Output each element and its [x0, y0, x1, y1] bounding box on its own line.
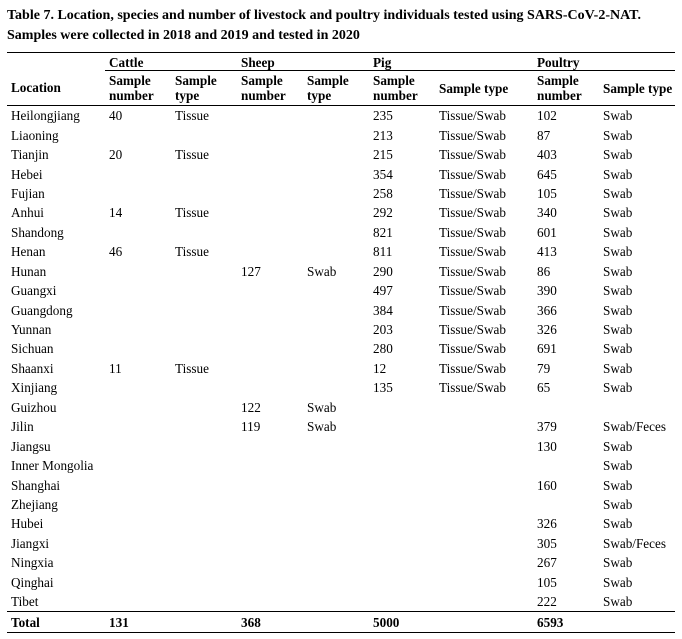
table-row: [7, 300, 675, 319]
cell-poultry-n: 305: [537, 535, 557, 551]
cell-poultry-t: Swab/Feces: [603, 419, 666, 435]
cell-sheep-t: Swab: [307, 419, 337, 435]
cell-poultry-t: Swab: [603, 555, 633, 571]
cell-cattle-t: [171, 339, 237, 358]
cell-pig-n: 292: [373, 205, 393, 221]
cell-sheep-t: [303, 573, 369, 592]
cell-poultry-n: 87: [537, 127, 551, 143]
cell-poultry-t: Swab: [603, 458, 633, 474]
table-row: [7, 514, 675, 533]
cell-sheep-t: [303, 592, 369, 612]
cell-location: Jilin: [11, 419, 34, 435]
cell-location: Anhui: [11, 205, 44, 221]
cell-sheep-t: [303, 436, 369, 455]
cell-poultry-t: Swab: [603, 516, 633, 532]
cell-pig-t: Tissue/Swab: [439, 360, 506, 376]
cell-poultry-n: 326: [537, 322, 557, 338]
cell-sheep-n: [237, 106, 303, 126]
cell-sheep-n: [237, 320, 303, 339]
cell-sheep-n: [237, 125, 303, 144]
header-pig-number: [369, 71, 435, 106]
table-row: [7, 592, 675, 612]
table-row: [7, 417, 675, 436]
cell-pig-n: 811: [373, 244, 393, 260]
total-label: Total: [7, 612, 105, 632]
cell-pig-n: [369, 436, 435, 455]
cell-location: Hubei: [11, 516, 44, 532]
group-pig: Pig: [369, 53, 533, 71]
cell-cattle-t: [171, 573, 237, 592]
cell-poultry-t: [599, 398, 675, 417]
group-cattle: Cattle: [105, 53, 237, 71]
table-row: [7, 125, 675, 144]
cell-pig-t: Tissue/Swab: [439, 302, 506, 318]
cell-sheep-n: [237, 514, 303, 533]
cell-sheep-n: 122: [241, 399, 261, 415]
header-text: Sample number: [109, 73, 154, 103]
cell-pig-t: Tissue/Swab: [439, 185, 506, 201]
cell-poultry-t: Swab: [603, 205, 633, 221]
cell-cattle-n: [105, 262, 171, 281]
header-sheep-type: [303, 71, 369, 106]
cell-pig-n: 354: [373, 166, 393, 182]
cell-pig-t: Tissue/Swab: [439, 147, 506, 163]
cell-cattle-t: [171, 281, 237, 300]
cell-poultry-t: Swab: [603, 127, 633, 143]
cell-cattle-n: [105, 164, 171, 183]
cell-pig-n: [369, 475, 435, 494]
cell-location: Shanghai: [11, 477, 61, 493]
cell-cattle-t: [171, 475, 237, 494]
header-location: Location: [11, 80, 61, 96]
table-row: [7, 145, 675, 164]
cell-pig-t: [435, 534, 533, 553]
cell-poultry-t: Swab: [603, 574, 633, 590]
livestock-table: [7, 52, 675, 633]
cell-location: Guizhou: [11, 399, 57, 415]
cell-sheep-n: [237, 475, 303, 494]
header-text: Sample number: [241, 73, 286, 103]
cell-cattle-t: [171, 223, 237, 242]
cell-pig-n: 215: [373, 147, 393, 163]
cell-poultry-n: 390: [537, 283, 557, 299]
cell-location: Fujian: [11, 185, 45, 201]
cell-sheep-n: 127: [241, 263, 261, 279]
cell-cattle-t: [171, 300, 237, 319]
cell-cattle-n: 11: [109, 360, 122, 376]
table-row: [7, 223, 675, 242]
cell-poultry-t: Swab: [603, 496, 633, 512]
header-sheep-number: [237, 71, 303, 106]
header-text: Sample number: [373, 73, 418, 103]
cell-pig-t: Tissue/Swab: [439, 322, 506, 338]
cell-pig-t: [435, 436, 533, 455]
cell-sheep-n: [237, 573, 303, 592]
cell-location: Guangdong: [11, 302, 73, 318]
cell-cattle-t: [171, 398, 237, 417]
table-row: [7, 184, 675, 203]
cell-sheep-n: [237, 281, 303, 300]
cell-poultry-t: Swab: [603, 380, 633, 396]
cell-sheep-t: [303, 553, 369, 572]
cell-poultry-t: Swab: [603, 283, 633, 299]
cell-cattle-n: [105, 592, 171, 612]
cell-pig-n: [369, 514, 435, 533]
total-cattle: 131: [105, 612, 237, 632]
cell-sheep-t: [303, 281, 369, 300]
cell-pig-t: Tissue/Swab: [439, 205, 506, 221]
cell-cattle-n: [105, 300, 171, 319]
table-row: [7, 203, 675, 222]
cell-location: Heilongjiang: [11, 108, 80, 124]
cell-sheep-n: [237, 436, 303, 455]
cell-location: Shaanxi: [11, 360, 54, 376]
table-row: [7, 262, 675, 281]
cell-poultry-n: 65: [537, 380, 551, 396]
cell-poultry-n: 130: [537, 438, 557, 454]
column-header-row: [7, 71, 675, 106]
table-row: [7, 359, 675, 378]
cell-cattle-n: [105, 125, 171, 144]
cell-sheep-t: [303, 514, 369, 533]
cell-cattle-n: [105, 495, 171, 514]
cell-cattle-n: [105, 398, 171, 417]
cell-pig-t: Tissue/Swab: [439, 341, 506, 357]
cell-pig-n: [369, 456, 435, 475]
cell-cattle-t: Tissue: [175, 108, 209, 124]
cell-pig-n: 384: [373, 302, 393, 318]
cell-pig-t: [435, 573, 533, 592]
cell-pig-n: [369, 417, 435, 436]
cell-location: Hebei: [11, 166, 43, 182]
cell-cattle-t: [171, 378, 237, 397]
table-row: [7, 242, 675, 261]
cell-sheep-n: [237, 300, 303, 319]
table-row: [7, 456, 675, 475]
cell-pig-n: [369, 553, 435, 572]
cell-pig-t: Tissue/Swab: [439, 224, 506, 240]
cell-cattle-n: [105, 320, 171, 339]
location-spacer: [7, 53, 105, 71]
cell-sheep-n: [237, 592, 303, 612]
table-row: [7, 106, 675, 126]
cell-cattle-n: [105, 281, 171, 300]
cell-sheep-n: [237, 553, 303, 572]
cell-poultry-n: 691: [537, 341, 557, 357]
cell-poultry-n: 366: [537, 302, 557, 318]
cell-cattle-n: [105, 417, 171, 436]
cell-cattle-t: [171, 534, 237, 553]
header-cattle-number: [105, 71, 171, 106]
cell-pig-n: 235: [373, 108, 393, 124]
cell-poultry-n: 102: [537, 108, 557, 124]
cell-pig-n: 290: [373, 263, 393, 279]
table-row: [7, 398, 675, 417]
cell-cattle-t: Tissue: [175, 360, 209, 376]
cell-pig-t: [435, 592, 533, 612]
cell-poultry-t: Swab: [603, 438, 633, 454]
cell-pig-t: [435, 553, 533, 572]
cell-sheep-n: [237, 203, 303, 222]
cell-poultry-n: 105: [537, 574, 557, 590]
cell-cattle-t: [171, 553, 237, 572]
cell-poultry-n: 645: [537, 166, 557, 182]
cell-cattle-n: 46: [109, 244, 123, 260]
cell-sheep-n: [237, 534, 303, 553]
cell-cattle-n: [105, 534, 171, 553]
cell-pig-t: Tissue/Swab: [439, 244, 506, 260]
cell-cattle-n: [105, 436, 171, 455]
header-text: Sample number: [537, 73, 582, 103]
cell-poultry-n: 267: [537, 555, 557, 571]
cell-pig-t: Tissue/Swab: [439, 166, 506, 182]
cell-sheep-t: [303, 203, 369, 222]
cell-location: Inner Mongolia: [11, 458, 94, 474]
cell-pig-t: [435, 495, 533, 514]
cell-sheep-t: [303, 320, 369, 339]
cell-sheep-n: [237, 223, 303, 242]
cell-sheep-t: [303, 125, 369, 144]
cell-poultry-t: Swab: [603, 108, 633, 124]
cell-pig-t: [435, 514, 533, 533]
table-row: [7, 495, 675, 514]
cell-sheep-n: [237, 339, 303, 358]
cell-sheep-n: [237, 145, 303, 164]
cell-poultry-n: [533, 495, 599, 514]
cell-cattle-t: [171, 320, 237, 339]
cell-poultry-t: Swab: [603, 224, 633, 240]
cell-poultry-n: 601: [537, 224, 557, 240]
cell-cattle-n: [105, 456, 171, 475]
cell-sheep-n: [237, 456, 303, 475]
cell-cattle-n: [105, 184, 171, 203]
cell-poultry-t: Swab: [603, 360, 633, 376]
table-row: [7, 281, 675, 300]
cell-location: Liaoning: [11, 127, 59, 143]
cell-location: Guangxi: [11, 283, 57, 299]
cell-cattle-n: [105, 553, 171, 572]
header-cattle-type: [171, 71, 237, 106]
cell-pig-t: Tissue/Swab: [439, 108, 506, 124]
cell-location: Jiangsu: [11, 438, 51, 454]
cell-cattle-t: [171, 184, 237, 203]
cell-poultry-t: Swab/Feces: [603, 535, 666, 551]
cell-pig-n: [369, 495, 435, 514]
cell-poultry-n: 326: [537, 516, 557, 532]
table-row: [7, 475, 675, 494]
cell-sheep-t: [303, 184, 369, 203]
cell-pig-n: [369, 534, 435, 553]
cell-pig-n: [369, 592, 435, 612]
cell-cattle-t: Tissue: [175, 147, 209, 163]
cell-pig-n: 213: [373, 127, 393, 143]
cell-location: Jiangxi: [11, 535, 50, 551]
cell-cattle-t: Tissue: [175, 205, 209, 221]
cell-pig-t: [435, 475, 533, 494]
cell-poultry-t: Swab: [603, 594, 633, 610]
cell-cattle-t: [171, 436, 237, 455]
table-row: [7, 378, 675, 397]
cell-sheep-t: [303, 300, 369, 319]
cell-pig-n: 280: [373, 341, 393, 357]
total-pig: 5000: [369, 612, 533, 632]
cell-poultry-n: 105: [537, 185, 557, 201]
cell-pig-n: 258: [373, 185, 393, 201]
cell-sheep-t: [303, 359, 369, 378]
total-sheep: 368: [237, 612, 369, 632]
cell-sheep-n: [237, 495, 303, 514]
cell-pig-n: 12: [373, 360, 387, 376]
cell-pig-n: 203: [373, 322, 393, 338]
cell-cattle-n: [105, 514, 171, 533]
table-row: [7, 436, 675, 455]
cell-cattle-t: [171, 514, 237, 533]
cell-sheep-t: Swab: [307, 399, 337, 415]
cell-cattle-n: 40: [109, 108, 123, 124]
cell-pig-t: Tissue/Swab: [439, 127, 506, 143]
cell-sheep-t: [303, 456, 369, 475]
cell-cattle-n: 14: [109, 205, 123, 221]
cell-poultry-t: Swab: [603, 166, 633, 182]
cell-sheep-t: [303, 534, 369, 553]
cell-poultry-n: 403: [537, 147, 557, 163]
cell-cattle-t: [171, 495, 237, 514]
cell-poultry-n: 340: [537, 205, 557, 221]
cell-sheep-t: [303, 242, 369, 261]
cell-cattle-t: Tissue: [175, 244, 209, 260]
group-sheep: Sheep: [237, 53, 369, 71]
cell-cattle-t: [171, 592, 237, 612]
cell-location: Sichuan: [11, 341, 54, 357]
total-row: [7, 612, 675, 632]
cell-poultry-n: [533, 456, 599, 475]
cell-location: Henan: [11, 244, 46, 260]
cell-poultry-n: 160: [537, 477, 557, 493]
cell-sheep-n: [237, 378, 303, 397]
cell-sheep-n: [237, 184, 303, 203]
cell-pig-t: Tissue/Swab: [439, 263, 506, 279]
cell-pig-n: 135: [373, 380, 393, 396]
table-row: [7, 320, 675, 339]
group-header-row: [7, 53, 675, 71]
cell-cattle-t: [171, 262, 237, 281]
cell-poultry-n: 413: [537, 244, 557, 260]
cell-sheep-n: 119: [241, 419, 261, 435]
group-poultry: Poultry: [533, 53, 675, 71]
cell-sheep-t: [303, 164, 369, 183]
cell-poultry-n: [533, 398, 599, 417]
cell-poultry-t: Swab: [603, 244, 633, 260]
cell-poultry-t: Swab: [603, 341, 633, 357]
table-caption: Table 7. Location, species and number of livestock and poultry individuals tested using SARS-CoV-2-NAT. Samples were collected in 2018 and 2019 and tested in 2020: [7, 8, 641, 43]
header-text: Sample type: [603, 80, 673, 96]
cell-location: Xinjiang: [11, 380, 58, 396]
cell-pig-n: [369, 573, 435, 592]
total-poultry: 6593: [533, 612, 675, 632]
cell-cattle-t: [171, 417, 237, 436]
cell-pig-t: [435, 456, 533, 475]
header-text: Sample type: [175, 73, 217, 103]
cell-sheep-t: [303, 223, 369, 242]
cell-poultry-n: 86: [537, 263, 551, 279]
header-poultry-number: [533, 71, 599, 106]
cell-cattle-n: [105, 475, 171, 494]
cell-sheep-t: [303, 378, 369, 397]
cell-poultry-t: Swab: [603, 477, 633, 493]
cell-cattle-t: [171, 125, 237, 144]
cell-cattle-t: [171, 164, 237, 183]
cell-poultry-n: 379: [537, 419, 557, 435]
cell-cattle-n: [105, 573, 171, 592]
cell-sheep-n: [237, 359, 303, 378]
cell-sheep-n: [237, 242, 303, 261]
cell-location: Shandong: [11, 224, 64, 240]
cell-sheep-n: [237, 164, 303, 183]
table-row: [7, 553, 675, 572]
cell-location: Zhejiang: [11, 496, 58, 512]
cell-pig-t: [435, 417, 533, 436]
cell-pig-t: [435, 398, 533, 417]
table-body: [7, 106, 675, 612]
cell-pig-n: 497: [373, 283, 393, 299]
table-row: [7, 164, 675, 183]
cell-pig-t: Tissue/Swab: [439, 380, 506, 396]
cell-pig-t: Tissue/Swab: [439, 283, 506, 299]
cell-sheep-t: [303, 106, 369, 126]
cell-cattle-n: [105, 378, 171, 397]
cell-poultry-t: Swab: [603, 147, 633, 163]
cell-poultry-t: Swab: [603, 322, 633, 338]
cell-pig-n: 821: [373, 224, 393, 240]
cell-location: Tibet: [11, 594, 39, 610]
cell-cattle-n: [105, 339, 171, 358]
cell-location: Ningxia: [11, 555, 54, 571]
table-row: [7, 573, 675, 592]
cell-cattle-n: [105, 223, 171, 242]
cell-poultry-t: Swab: [603, 185, 633, 201]
cell-location: Qinghai: [11, 574, 54, 590]
cell-location: Tianjin: [11, 147, 49, 163]
cell-sheep-t: [303, 339, 369, 358]
cell-cattle-t: [171, 456, 237, 475]
cell-poultry-t: Swab: [603, 263, 633, 279]
cell-sheep-t: Swab: [307, 263, 337, 279]
cell-poultry-t: Swab: [603, 302, 633, 318]
cell-sheep-t: [303, 145, 369, 164]
table-row: [7, 339, 675, 358]
cell-pig-n: [369, 398, 435, 417]
cell-cattle-n: 20: [109, 147, 123, 163]
cell-sheep-t: [303, 495, 369, 514]
cell-poultry-n: 222: [537, 594, 557, 610]
cell-location: Hunan: [11, 263, 47, 279]
cell-sheep-t: [303, 475, 369, 494]
cell-location: Yunnan: [11, 322, 52, 338]
header-poultry-type: [599, 71, 675, 106]
header-pig-type: Sample type: [439, 80, 509, 96]
header-text: Sample type: [307, 73, 349, 103]
cell-poultry-n: 79: [537, 360, 551, 376]
table-row: [7, 534, 675, 553]
